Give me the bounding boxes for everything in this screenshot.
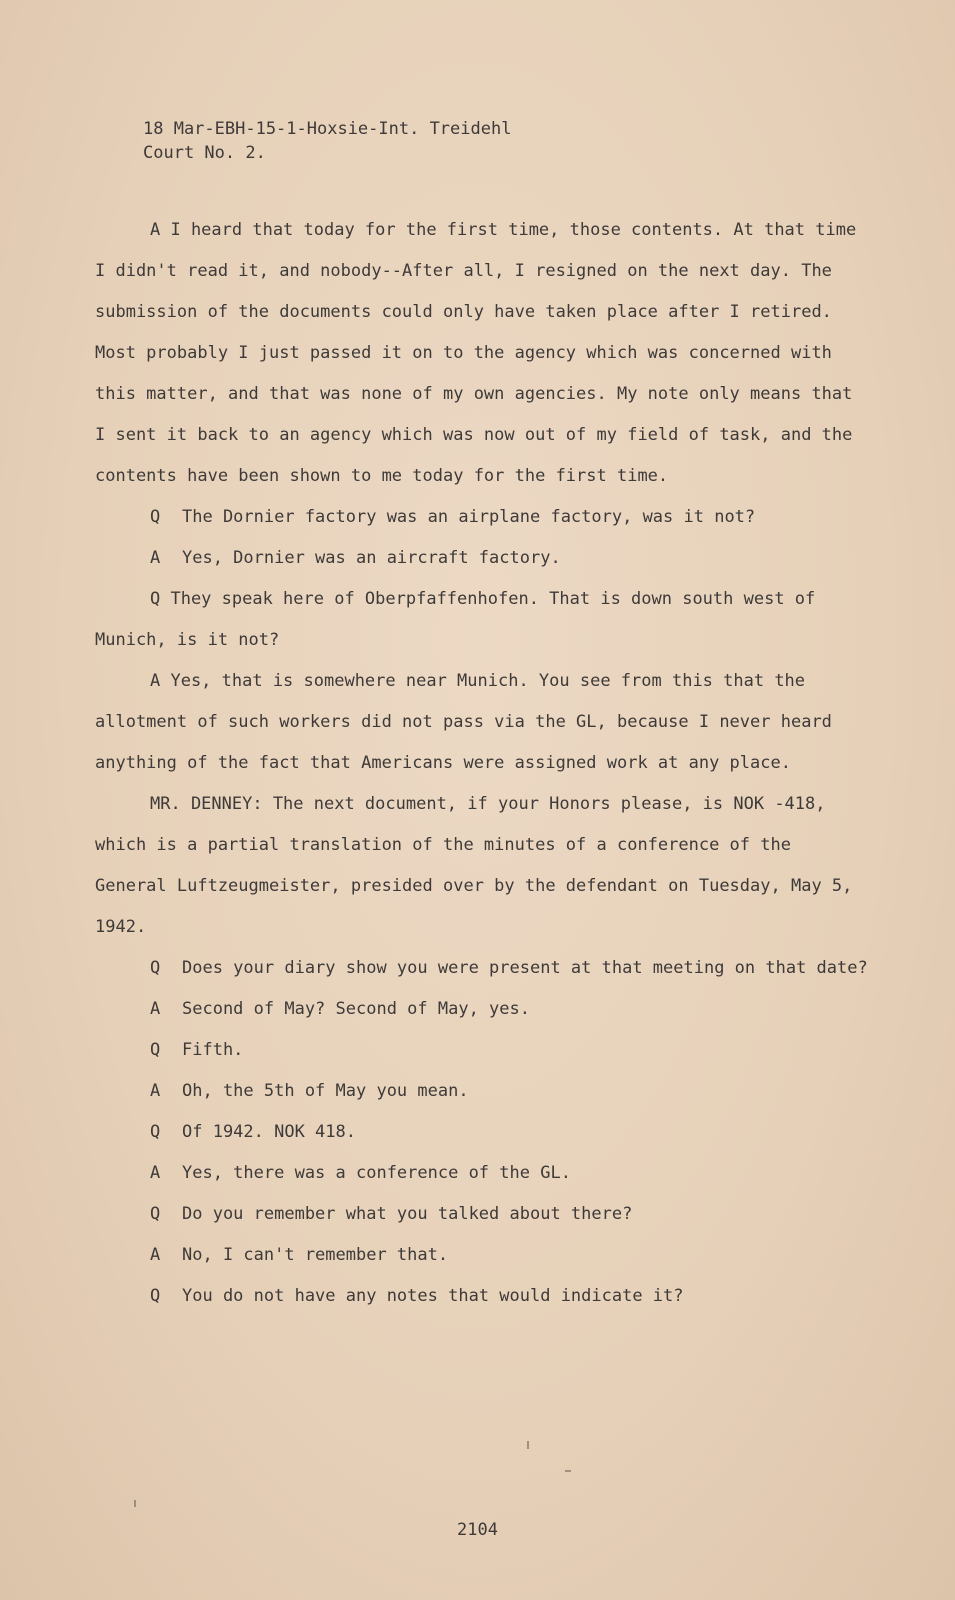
exchange-text: Fifth. [182,1040,244,1060]
exchange-text: You do not have any notes that would indicate it? [182,1286,684,1306]
speaker-marker: A [150,548,161,568]
speaker-marker: A [150,999,161,1019]
exchange-line [95,1071,865,1112]
question-paragraph: Q They speak here of Oberpfaffenhofen. That is down south west of Munich, is it not? [95,589,816,650]
speaker-marker: Q [150,1286,161,1306]
exchange-line [95,989,865,1030]
speaker-marker: Q [150,1204,161,1224]
exchange-text: Of 1942. NOK 418. [182,1122,356,1142]
speaker-marker: Q [150,507,161,527]
exchange-line [95,1153,865,1194]
exchange-line [95,1112,865,1153]
exchange-text: No, I can't remember that. [182,1245,449,1265]
header-court-line: Court No. 2. [143,143,266,163]
counsel-statement: MR. DENNEY: The next document, if your Honors please, is NOK -418, which is a partial translation of the minutes of a conference of the General Luftzeugmeister, presided over by the defendant on Tuesday, May 5, 1942. [95,794,853,937]
exchange-text: Does your diary show you were present at that meeting on that date? [182,958,868,978]
exchange-text: Oh, the 5th of May you mean. [182,1081,469,1101]
speaker-marker: Q [150,958,161,978]
exchange-text: Second of May? Second of May, yes. [182,999,530,1019]
exchange-line [95,1235,865,1276]
exchange-text: Do you remember what you talked about there? [182,1204,633,1224]
exchange-line [95,1276,865,1317]
exchange-text: The Dornier factory was an airplane factory, was it not? [182,507,756,527]
page-number: 2104 [457,1520,498,1540]
exchange-line [95,497,865,538]
speaker-marker: Q [150,1122,161,1142]
paper-speck [565,1470,571,1472]
exchange-line [95,1194,865,1235]
exchange-line [95,538,865,579]
transcript-body [95,210,868,1317]
speaker-marker: A [150,1163,161,1183]
exchange-text: Yes, there was a conference of the GL. [182,1163,571,1183]
answer-paragraph: A I heard that today for the first time, those contents. At that time I didn't read it, and nobody--After all, I resigned on the next day. The submission of the documents could only have taken place after I retired. Most probably I just passed it on to the agency which was concerned with this matter, and that was none of my own agencies. My note only means that I sent it back to an agency which was now out of my field of task, and the contents have been shown to me today for the first time. [95,220,857,486]
paper-speck [527,1441,529,1449]
answer-paragraph-munich: A Yes, that is somewhere near Munich. You see from this that the allotment of such workers did not pass via the GL, because I never heard anything of the fact that Americans were assigned work at any place. [95,671,832,773]
exchange-line [95,1030,865,1071]
header-case-line: 18 Mar-EBH-15-1-Hoxsie-Int. Treidehl [143,119,512,139]
exchange-line [95,948,868,989]
paper-speck [134,1500,136,1507]
document-header [143,117,511,165]
speaker-marker: A [150,1245,161,1265]
speaker-marker: A [150,1081,161,1101]
exchange-text: Yes, Dornier was an aircraft factory. [182,548,561,568]
speaker-marker: Q [150,1040,161,1060]
